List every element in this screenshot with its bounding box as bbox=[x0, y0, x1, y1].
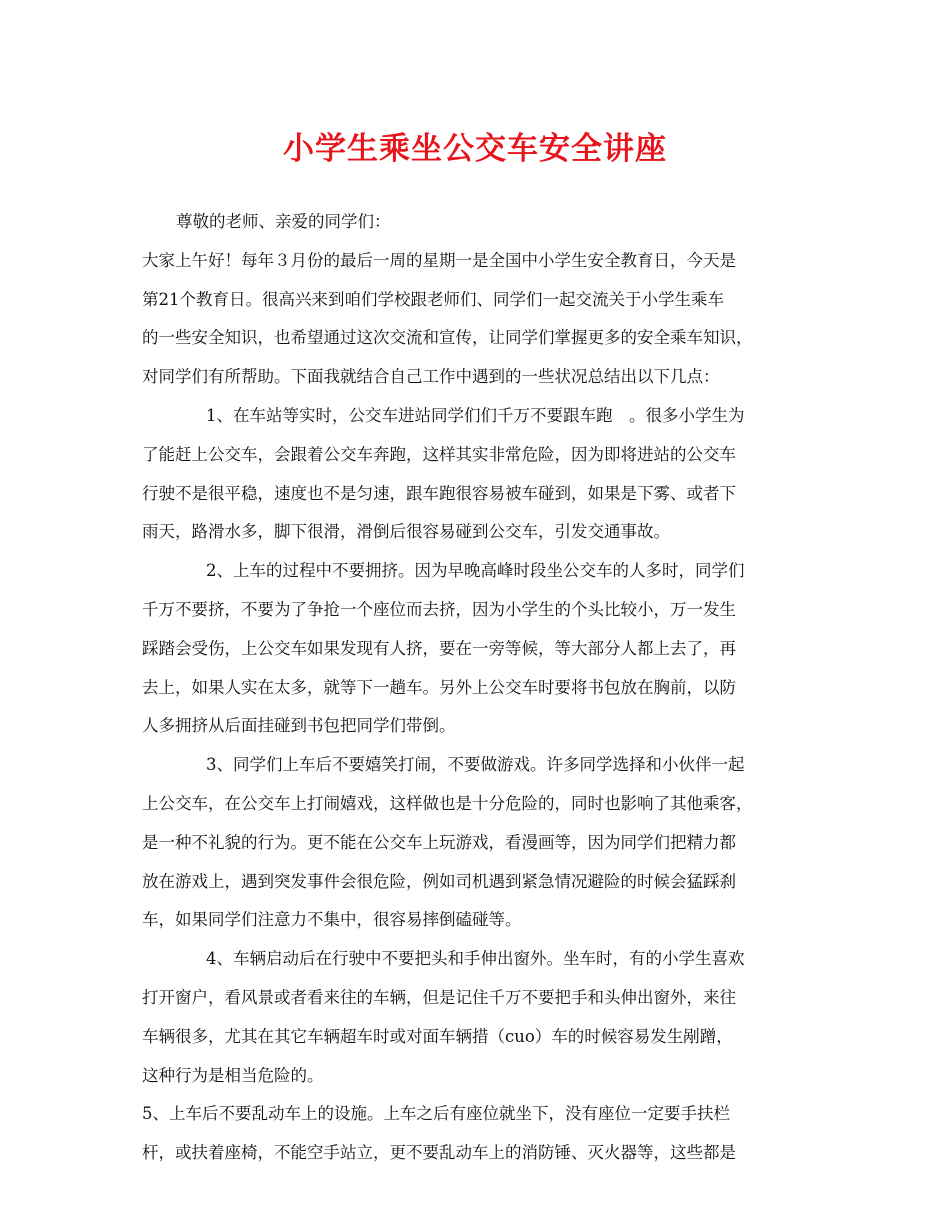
paragraph-line: 2、上车的过程中不要拥挤。因为早晚高峰时段坐公交车的人多时，同学们 bbox=[206, 561, 745, 581]
paragraph-line: 1、在车站等实时，公交车进站同学们们千万不要跟车跑 。很多小学生为 bbox=[206, 405, 745, 425]
document-title: 小学生乘坐公交车安全讲座 bbox=[283, 131, 667, 167]
paragraph-line: 了能赶上公交车，会跟着公交车奔跑，这样其实非常危险，因为即将进站的公交车 bbox=[142, 444, 736, 464]
paragraph-line: 车，如果同学们注意力不集中，很容易摔倒磕碰等。 bbox=[142, 910, 522, 930]
paragraph-line: 这种行为是相当危险的。 bbox=[142, 1065, 324, 1085]
paragraph-line: 对同学们有所帮助。下面我就结合自己工作中遇到的一些状况总结出以下几点： bbox=[142, 367, 720, 387]
paragraph-line: 3、同学们上车后不要嬉笑打闹，不要做游戏。许多同学选择和小伙伴一起 bbox=[206, 755, 745, 775]
paragraph-line: 人多拥挤从后面挂碰到书包把同学们带倒。 bbox=[142, 716, 456, 736]
paragraph-line: 雨天，路滑水多，脚下很滑，滑倒后很容易碰到公交车，引发交通事故。 bbox=[142, 522, 670, 542]
paragraph-line: 大家上午好！每年３月份的最后一周的星期一是全国中小学生安全教育日，今天是 bbox=[142, 250, 736, 270]
paragraph-line: 打开窗户，看风景或者看来往的车辆，但是记住千万不要把手和头伸出窗外，来往 bbox=[142, 987, 736, 1007]
document-body bbox=[142, 203, 812, 1173]
paragraph-line: 行驶不是很平稳，速度也不是匀速，跟车跑很容易被车碰到，如果是下雾、或者下 bbox=[142, 483, 736, 503]
paragraph-line: 杆，或扶着座椅，不能空手站立，更不要乱动车上的消防锤、灭火器等，这些都是 bbox=[142, 1143, 736, 1163]
paragraph-line: 的一些安全知识，也希望通过这次交流和宣传，让同学们掌握更多的安全乘车知识， bbox=[142, 328, 753, 348]
paragraph-line: 车辆很多，尤其在其它车辆超车时或对面车辆措（cuo）车的时候容易发生剐蹭， bbox=[142, 1026, 733, 1046]
paragraph-line: 上公交车，在公交车上打闹嬉戏，这样做也是十分危险的，同时也影响了其他乘客， bbox=[142, 793, 753, 813]
paragraph-line: 放在游戏上，遇到突发事件会很危险，例如司机遇到紧急情况避险的时候会猛踩刹 bbox=[142, 871, 736, 891]
paragraph-line: 去上，如果人实在太多，就等下一趟车。另外上公交车时要将书包放在胸前，以防 bbox=[142, 677, 736, 697]
paragraph-line: 第21个教育日。很高兴来到咱们学校跟老师们、同学们一起交流关于小学生乘车 bbox=[142, 289, 724, 309]
paragraph-line: 千万不要挤，不要为了争抢一个座位而去挤，因为小学生的个头比较小，万一发生 bbox=[142, 599, 736, 619]
paragraph-line: 尊敬的老师、亲爱的同学们： bbox=[176, 212, 391, 231]
paragraph-line: 踩踏会受伤，上公交车如果发现有人挤，要在一旁等候，等大部分人都上去了，再 bbox=[142, 638, 736, 658]
paragraph-line: 是一种不礼貌的行为。更不能在公交车上玩游戏，看漫画等，因为同学们把精力都 bbox=[142, 832, 736, 852]
paragraph-line: 4、车辆启动后在行驶中不要把头和手伸出窗外。坐车时，有的小学生喜欢 bbox=[206, 949, 745, 969]
paragraph-line: 5、上车后不要乱动车上的设施。上车之后有座位就坐下，没有座位一定要手扶栏 bbox=[142, 1104, 730, 1124]
